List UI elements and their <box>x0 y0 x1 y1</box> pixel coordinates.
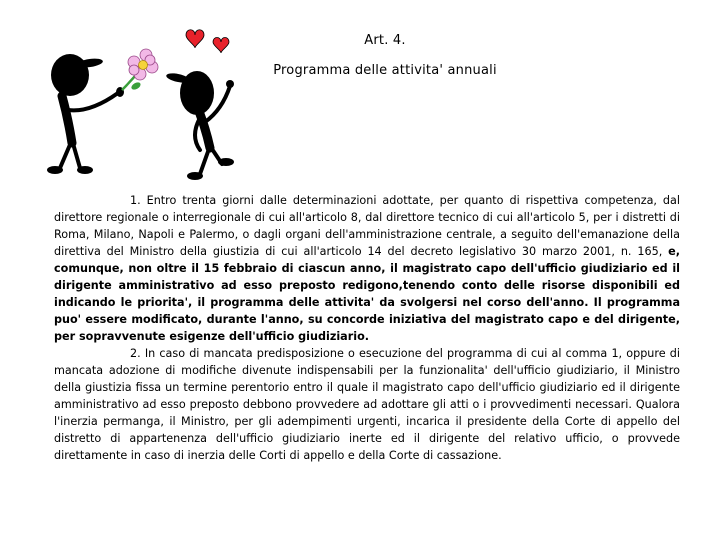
heart-icon-1 <box>186 30 204 48</box>
paragraph-1 <box>54 192 680 345</box>
article-body <box>54 192 680 464</box>
paragraph-1-bold: e, comunque, non oltre il 15 febbraio di ciascun anno, il magistrato capo dell'ufficio giudiziario ed il dirigente amministrativo ad esso preposto redigono,tenendo conto delle risorse disponibili ed indicando le priorita', il programma delle attivita' da svolgersi nel corso dell'anno. Il programma puo' essere modificato, durante l'anno, su concorde iniziativa del magistrato capo e del dirigente, per sopravvenute esigenze dell'ufficio giudiziario. <box>54 245 680 343</box>
paragraph-2: 2. In caso di mancata predisposizione o esecuzione del programma di cui al comma 1, oppure di mancata adozione di modifiche divenute indispensabili per la funzionalita' dell'ufficio giudiziario, il Ministro della giustizia fissa un termine perentorio entro il quale il magistrato capo dell'ufficio giudiziario ed il dirigente amministrativo ad esso preposto debbono provvedere ad adottare gli atti o i provvedimenti necessari. Qualora l'inerzia permanga, il Ministro, per gli adempimenti urgenti, incarica il presidente della Corte di appello del distretto di appartenenza dell'ufficio giudiziario inerte ed il dirigente del relativo ufficio, o provvede direttamente in caso di inerzia delle Corti di appello e della Corte di cassazione. <box>54 347 680 462</box>
right-stick-figure <box>165 71 234 180</box>
heart-icon-2 <box>213 38 229 54</box>
article-title: Programma delle attivita' annuali <box>273 63 497 78</box>
stick-figures-clipart <box>40 18 255 183</box>
paragraph-1-normal: 1. Entro trenta giorni dalle determinazioni adottate, per quanto di rispettiva competenza, dal direttore regionale o interregionale di cui all'articolo 8, dal direttore tecnico di cui all'articolo 5, per i distretti di Roma, Milano, Napoli e Palermo, o dagli organi dell'amministrazione centrale, a seguito dell'emanazione della direttiva del Ministro della giustizia di cui all'articolo 14 del decreto legislativo 30 marzo 2001, n. 165, <box>54 194 680 258</box>
article-number: Art. 4. <box>364 33 406 48</box>
left-stick-figure <box>47 54 124 174</box>
flower-icon <box>122 49 158 91</box>
